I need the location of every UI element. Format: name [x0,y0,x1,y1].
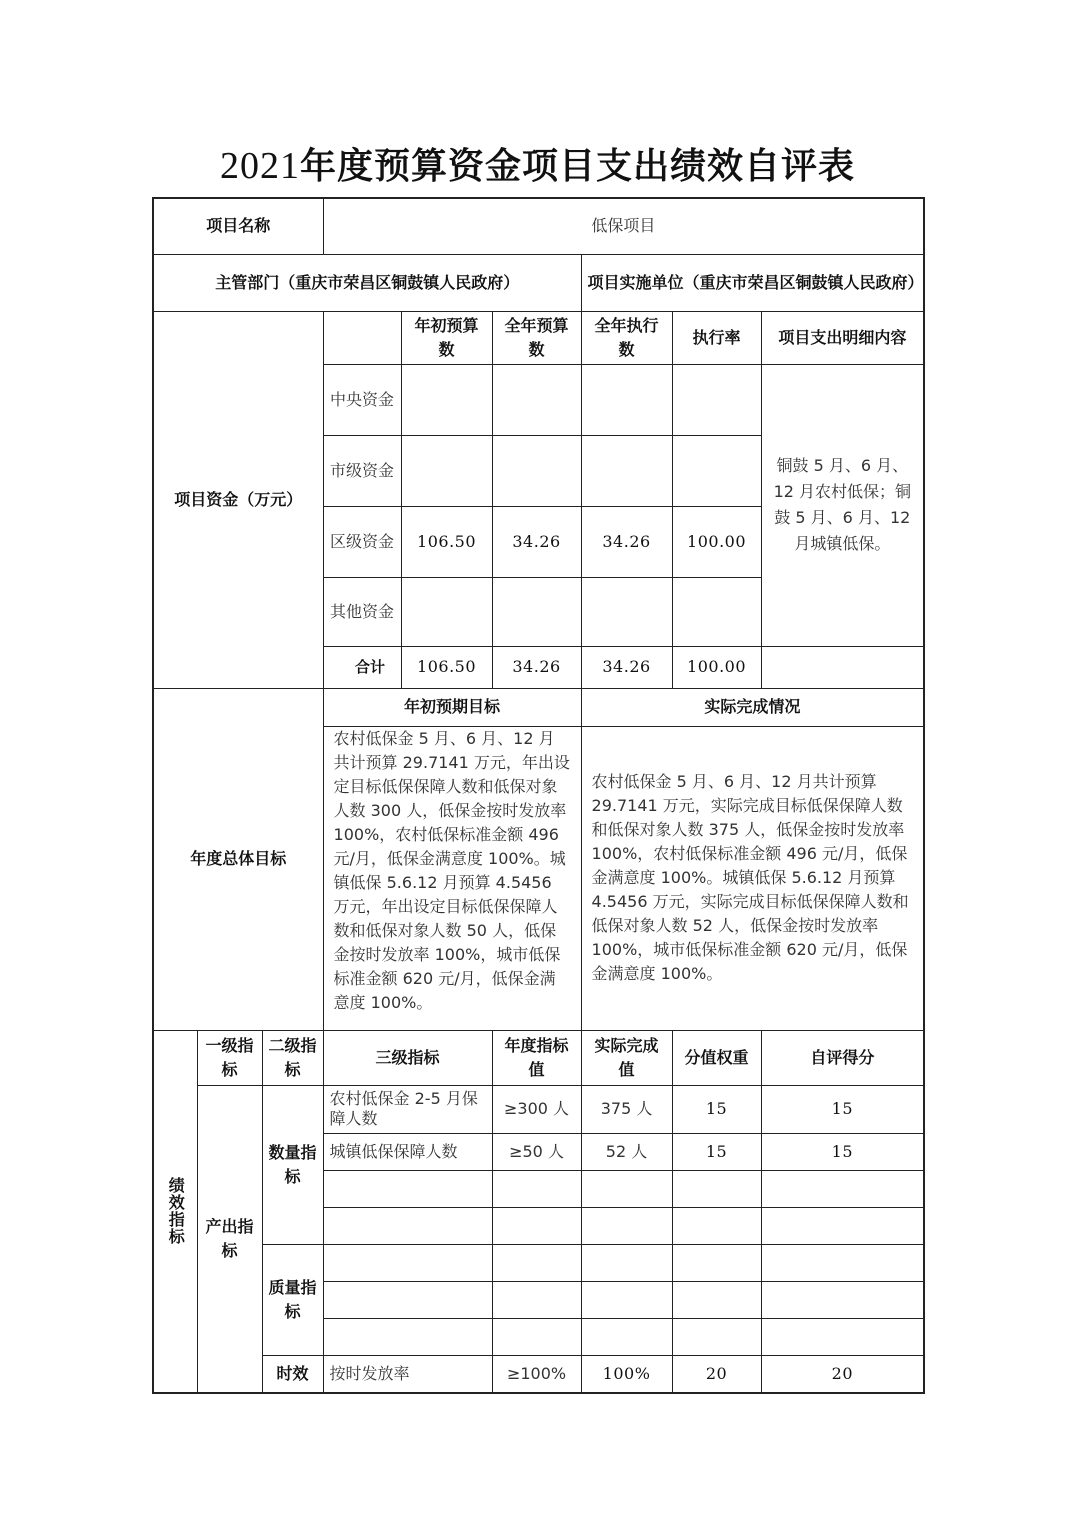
evaluation-table [152,197,925,1394]
funds-cell: 34.26 [492,506,581,577]
weight-value: 15 [672,1085,761,1133]
funds-total-label: 合计 [323,646,401,688]
funds-cell [672,577,761,646]
empty-cell [672,1207,761,1244]
empty-cell [492,1318,581,1355]
level3-indicator: 按时发放率 [323,1355,492,1393]
target-value: ≥50 人 [492,1133,581,1170]
header-level3: 三级指标 [323,1030,492,1085]
empty-cell [581,1244,672,1281]
header-weight: 分值权重 [672,1030,761,1085]
empty-cell [581,1207,672,1244]
weight-value: 20 [672,1355,761,1393]
funds-cell [492,435,581,506]
funds-cell: 106.50 [401,506,492,577]
expected-goal-text: 农村低保金 5 月、6 月、12 月共计预算 29.7141 万元，年出设定目标低保保障人数和低保对象人数 300 人，低保金按时发放率 100%，农村低保标准金额 496 元/月，低保金满意度 100%。城镇低保 5.6.12 月预算 4.5456 万元，年出设定目标低保保障人数和低保对象人数 50 人，低保金按时发放率 100%，城市低保标准金额 620 元/月，低保金满意度 100%。 [323,726,581,1030]
actual-completion-header: 实际完成情况 [581,688,924,726]
header-annual-target: 年度指标值 [492,1030,581,1085]
header-actual-value: 实际完成值 [581,1030,672,1085]
funds-row-name: 区级资金 [323,506,401,577]
actual-value: 100% [581,1355,672,1393]
empty-cell [323,1318,492,1355]
empty-cell [672,1170,761,1207]
empty-cell [672,1281,761,1318]
score-value: 15 [761,1085,924,1133]
empty-cell [581,1281,672,1318]
performance-indicators-label [153,1030,197,1393]
empty-cell [323,1170,492,1207]
empty-cell [492,1170,581,1207]
empty-cell [672,1244,761,1281]
actual-value: 52 人 [581,1133,672,1170]
project-funds-label: 项目资金（万元） [153,311,323,688]
funds-corner-cell [323,311,401,364]
expected-goal-header: 年初预期目标 [323,688,581,726]
funds-row-name: 市级资金 [323,435,401,506]
actual-completion-text: 农村低保金 5 月、6 月、12 月共计预算 29.7141 万元，实际完成目标低保保障人数和低保对象人数 375 人，低保金按时发放率 100%，农村低保标准金额 496 元/月，低保金满意度 100%。城镇低保 5.6.12 月预算 4.5456 万元，实际完成目标低保保障人数和低保对象人数 52 人，低保金按时发放率 100%，城市低保标准金额 620 元/月，低保金满意度 100%。 [581,726,924,1030]
empty-cell [492,1244,581,1281]
funds-cell [401,435,492,506]
level1-output-indicator: 产出指标 [197,1085,262,1393]
title-text: 年度预算资金项目支出绩效自评表 [299,145,855,187]
page-title [0,138,1075,189]
funds-cell [492,364,581,435]
empty-cell [672,1318,761,1355]
empty-cell [492,1281,581,1318]
empty-cell [761,1318,924,1355]
actual-value: 375 人 [581,1085,672,1133]
level3-indicator: 农村低保金 2-5 月保障人数 [323,1085,492,1133]
level3-indicator: 城镇低保保障人数 [323,1133,492,1170]
empty-cell [492,1207,581,1244]
empty-cell [761,1170,924,1207]
empty-cell [761,1207,924,1244]
funds-cell [672,435,761,506]
funds-cell [581,435,672,506]
empty-cell [761,1281,924,1318]
header-self-score: 自评得分 [761,1030,924,1085]
project-name-value: 低保项目 [323,198,924,254]
target-value: ≥100% [492,1355,581,1393]
funds-cell [672,364,761,435]
funds-cell [401,577,492,646]
level2-quality-indicator: 质量指标 [262,1244,323,1355]
empty-cell [761,1244,924,1281]
funds-header-annual-budget: 全年预算数 [492,311,581,364]
funds-row-name: 中央资金 [323,364,401,435]
funds-cell [581,364,672,435]
empty-cell [581,1170,672,1207]
funds-cell [401,364,492,435]
score-value: 15 [761,1133,924,1170]
header-level1: 一级指标 [197,1030,262,1085]
supervising-department: 主管部门（重庆市荣昌区铜鼓镇人民政府） [153,254,581,311]
funds-total-detail-cell [761,646,924,688]
level2-timeliness-indicator: 时效 [262,1355,323,1393]
weight-value: 15 [672,1133,761,1170]
funds-header-execution-rate: 执行率 [672,311,761,364]
empty-cell [323,1244,492,1281]
funds-total-cell: 34.26 [492,646,581,688]
empty-cell [323,1281,492,1318]
funds-header-detail: 项目支出明细内容 [761,311,924,364]
level2-quantity-indicator: 数量指标 [262,1085,323,1244]
funds-total-cell: 100.00 [672,646,761,688]
funds-cell: 100.00 [672,506,761,577]
funds-header-annual-executed: 全年执行数 [581,311,672,364]
funds-cell [581,577,672,646]
funds-row-name: 其他资金 [323,577,401,646]
funds-header-initial-budget: 年初预算数 [401,311,492,364]
funds-cell: 34.26 [581,506,672,577]
title-year: 2021 [219,145,300,187]
performance-indicators-text: 绩效指标 [166,1177,186,1246]
empty-cell [581,1318,672,1355]
funds-cell [492,577,581,646]
project-name-label: 项目名称 [153,198,323,254]
funds-detail-content: 铜鼓 5 月、6 月、12 月农村低保；铜鼓 5 月、6 月、12 月城镇低保。 [761,364,924,646]
annual-goal-label: 年度总体目标 [153,688,323,1030]
empty-cell [323,1207,492,1244]
funds-total-cell: 106.50 [401,646,492,688]
funds-total-cell: 34.26 [581,646,672,688]
score-value: 20 [761,1355,924,1393]
implementing-unit: 项目实施单位（重庆市荣昌区铜鼓镇人民政府） [581,254,924,311]
target-value: ≥300 人 [492,1085,581,1133]
header-level2: 二级指标 [262,1030,323,1085]
